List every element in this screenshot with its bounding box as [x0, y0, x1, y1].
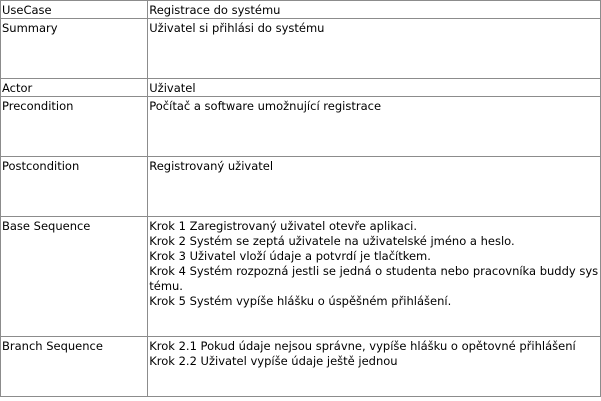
cell-value-summary [148, 19, 601, 79]
cell-label-branch-sequence: Branch Sequence [1, 337, 148, 397]
cell-label-summary: Summary [1, 19, 148, 79]
step-line: Krok 4 Systém rozpozná jestli se jedná o studenta nebo pracovníka buddy systému. [149, 264, 599, 293]
value-line: Počítač a software umožnující registrace [149, 99, 382, 113]
cell-value-precondition [148, 97, 601, 157]
step-line: Krok 2.2 Uživatel vypíše údaje ještě jednou [149, 354, 398, 368]
value-line: Uživatel si přihlási do systému [149, 21, 325, 35]
cell-value-base-sequence [148, 217, 601, 337]
cell-label-base-sequence: Base Sequence [1, 217, 148, 337]
cell-value-actor [148, 79, 601, 97]
row-branch-sequence [1, 337, 601, 397]
row-usecase [1, 1, 601, 19]
value-line: Uživatel [149, 81, 196, 95]
row-base-sequence [1, 217, 601, 337]
row-postcondition [1, 157, 601, 217]
cell-label-usecase: UseCase [1, 1, 148, 19]
cell-value-usecase [148, 1, 601, 19]
step-line: Krok 2 Systém se zeptá uživatele na uživatelské jméno a heslo. [149, 234, 515, 248]
value-line: Registrace do systému [149, 3, 281, 17]
cell-label-postcondition: Postcondition [1, 157, 148, 217]
step-line: Krok 5 Systém vypíše hlášku o úspěšném přihlášení. [149, 294, 452, 308]
step-line: Krok 3 Uživatel vloží údaje a potvrdí je tlačítkem. [149, 249, 431, 263]
step-line: Krok 1 Zaregistrovaný uživatel otevře aplikaci. [149, 219, 418, 233]
cell-value-postcondition [148, 157, 601, 217]
cell-label-precondition: Precondition [1, 97, 148, 157]
cell-label-actor: Actor [1, 79, 148, 97]
row-precondition [1, 97, 601, 157]
row-actor [1, 79, 601, 97]
cell-value-branch-sequence [148, 337, 601, 397]
step-line: Krok 2.1 Pokud údaje nejsou správne, vypíše hlášku o opětovné přihlášení [149, 339, 576, 353]
value-line: Registrovaný uživatel [149, 159, 274, 173]
row-summary [1, 19, 601, 79]
